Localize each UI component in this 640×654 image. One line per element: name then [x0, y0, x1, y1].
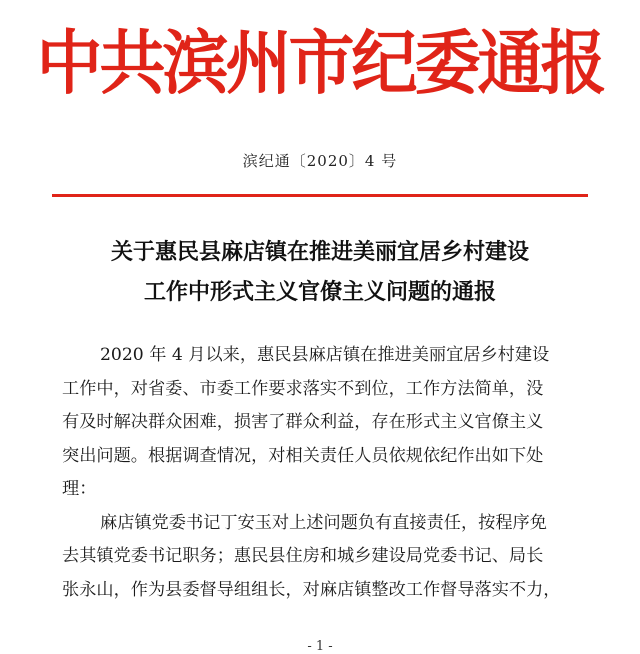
- paragraph-1: [62, 339, 582, 507]
- body-line: 有及时解决群众困难，损害了群众利益，存在形式主义官僚主义: [62, 412, 544, 432]
- notice-body: [62, 339, 582, 607]
- title-line: 工作中形式主义官僚主义问题的通报: [143, 279, 496, 305]
- body-line: 2020 年 4 月以来，惠民县麻店镇在推进美丽宜居乡村建设: [100, 345, 550, 365]
- paragraph-2: [62, 507, 582, 608]
- red-divider-rule: [52, 194, 588, 197]
- page-number: - 1 -: [307, 639, 333, 654]
- document-number: 滨纪通〔2020〕4 号: [242, 152, 398, 170]
- body-line: 去其镇党委书记职务；惠民县住房和城乡建设局党委书记、局长: [62, 546, 544, 566]
- masthead-title: 中共滨州市纪委通报: [36, 22, 604, 104]
- title-line: 关于惠民县麻店镇在推进美丽宜居乡村建设: [110, 239, 529, 265]
- body-line: 突出问题。根据调查情况，对相关责任人员依规依纪作出如下处: [62, 445, 544, 466]
- body-line: 理：: [62, 479, 97, 499]
- body-line: 张永山，作为县委督导组组长，对麻店镇整改工作督导落实不力，: [62, 579, 561, 600]
- notice-title: [40, 232, 600, 312]
- body-line: 工作中，对省委、市委工作要求落实不到位，工作方法简单，没: [62, 378, 544, 399]
- body-line: 麻店镇党委书记丁安玉对上述问题负有直接责任，按程序免: [100, 512, 547, 533]
